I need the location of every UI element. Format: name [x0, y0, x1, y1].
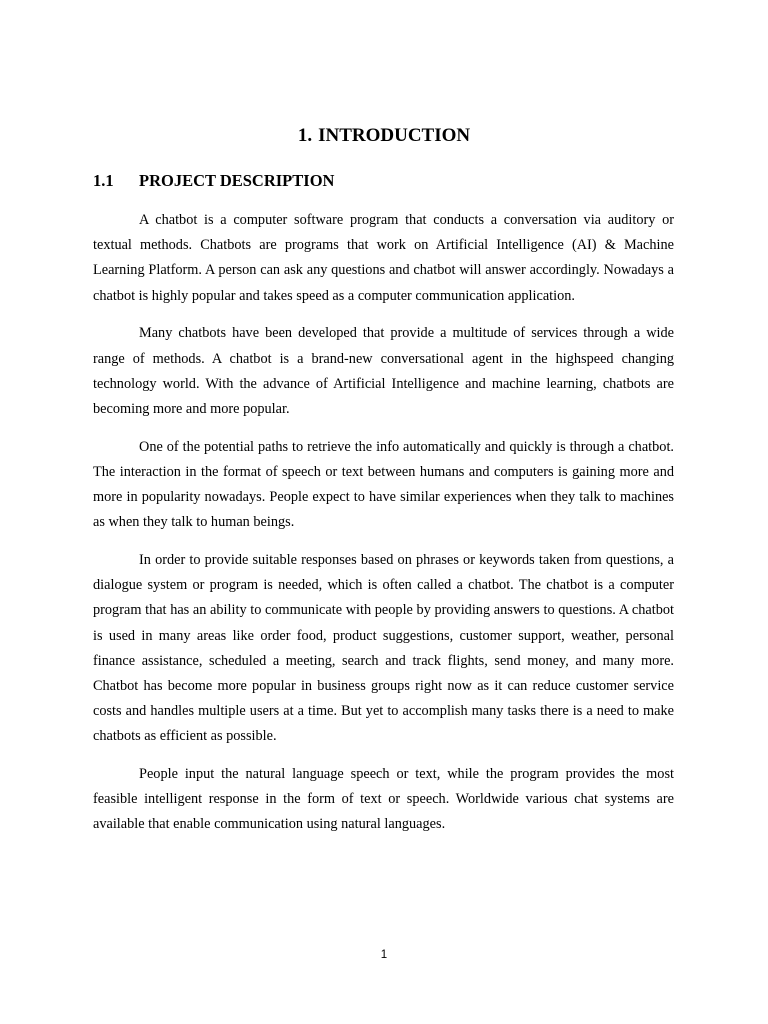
- chapter-title: [0, 124, 768, 148]
- paragraph: One of the potential paths to retrieve the info automatically and quickly is through a chatbot. The interaction in the format of speech or text between humans and computers is gaining more and more in popularity nowadays. People expect to have similar experiences when they talk to machines as when they talk to human beings.: [93, 438, 674, 531]
- paragraph: In order to provide suitable responses based on phrases or keywords taken from questions, a dialogue system or program is needed, which is often called a chatbot. The chatbot is a computer program that has an ability to communicate with people by providing answers to questions. A chatbot is used in many areas like order food, product suggestions, customer support, weather, personal finance assistance, scheduled a meeting, search and track flights, send money, and many more. Chatbot has become more popular in business groups right now as it can reduce customer service costs and handles multiple users at a time. But yet to accomplish many tasks there is a need to make chatbots as efficient as possible.: [93, 551, 674, 745]
- chapter-title-text: INTRODUCTION: [318, 125, 471, 146]
- page-number: 1: [380, 949, 388, 961]
- section-number: 1.1: [93, 171, 114, 190]
- chapter-number: 1.: [297, 125, 313, 146]
- section-title: PROJECT DESCRIPTION: [139, 171, 335, 190]
- section-heading: [93, 170, 334, 192]
- paragraph: People input the natural language speech or text, while the program provides the most feasible intelligent response in the form of text or speech. Worldwide various chat systems are available that enable communication using natural languages.: [93, 766, 674, 833]
- body-text: [93, 208, 674, 850]
- paragraph: Many chatbots have been developed that provide a multitude of services through a wide range of methods. A chatbot is a brand-new conversational agent in the highspeed changing technology world. With the advance of Artificial Intelligence and machine learning, chatbots are becoming more and more popular.: [93, 325, 674, 417]
- paragraph: A chatbot is a computer software program that conducts a conversation via auditory or textual methods. Chatbots are programs that work on Artificial Intelligence (AI) & Machine Learning Platform. A person can ask any questions and chatbot will answer accordingly. Nowadays a chatbot is highly popular and takes speed as a computer communication application.: [93, 212, 674, 304]
